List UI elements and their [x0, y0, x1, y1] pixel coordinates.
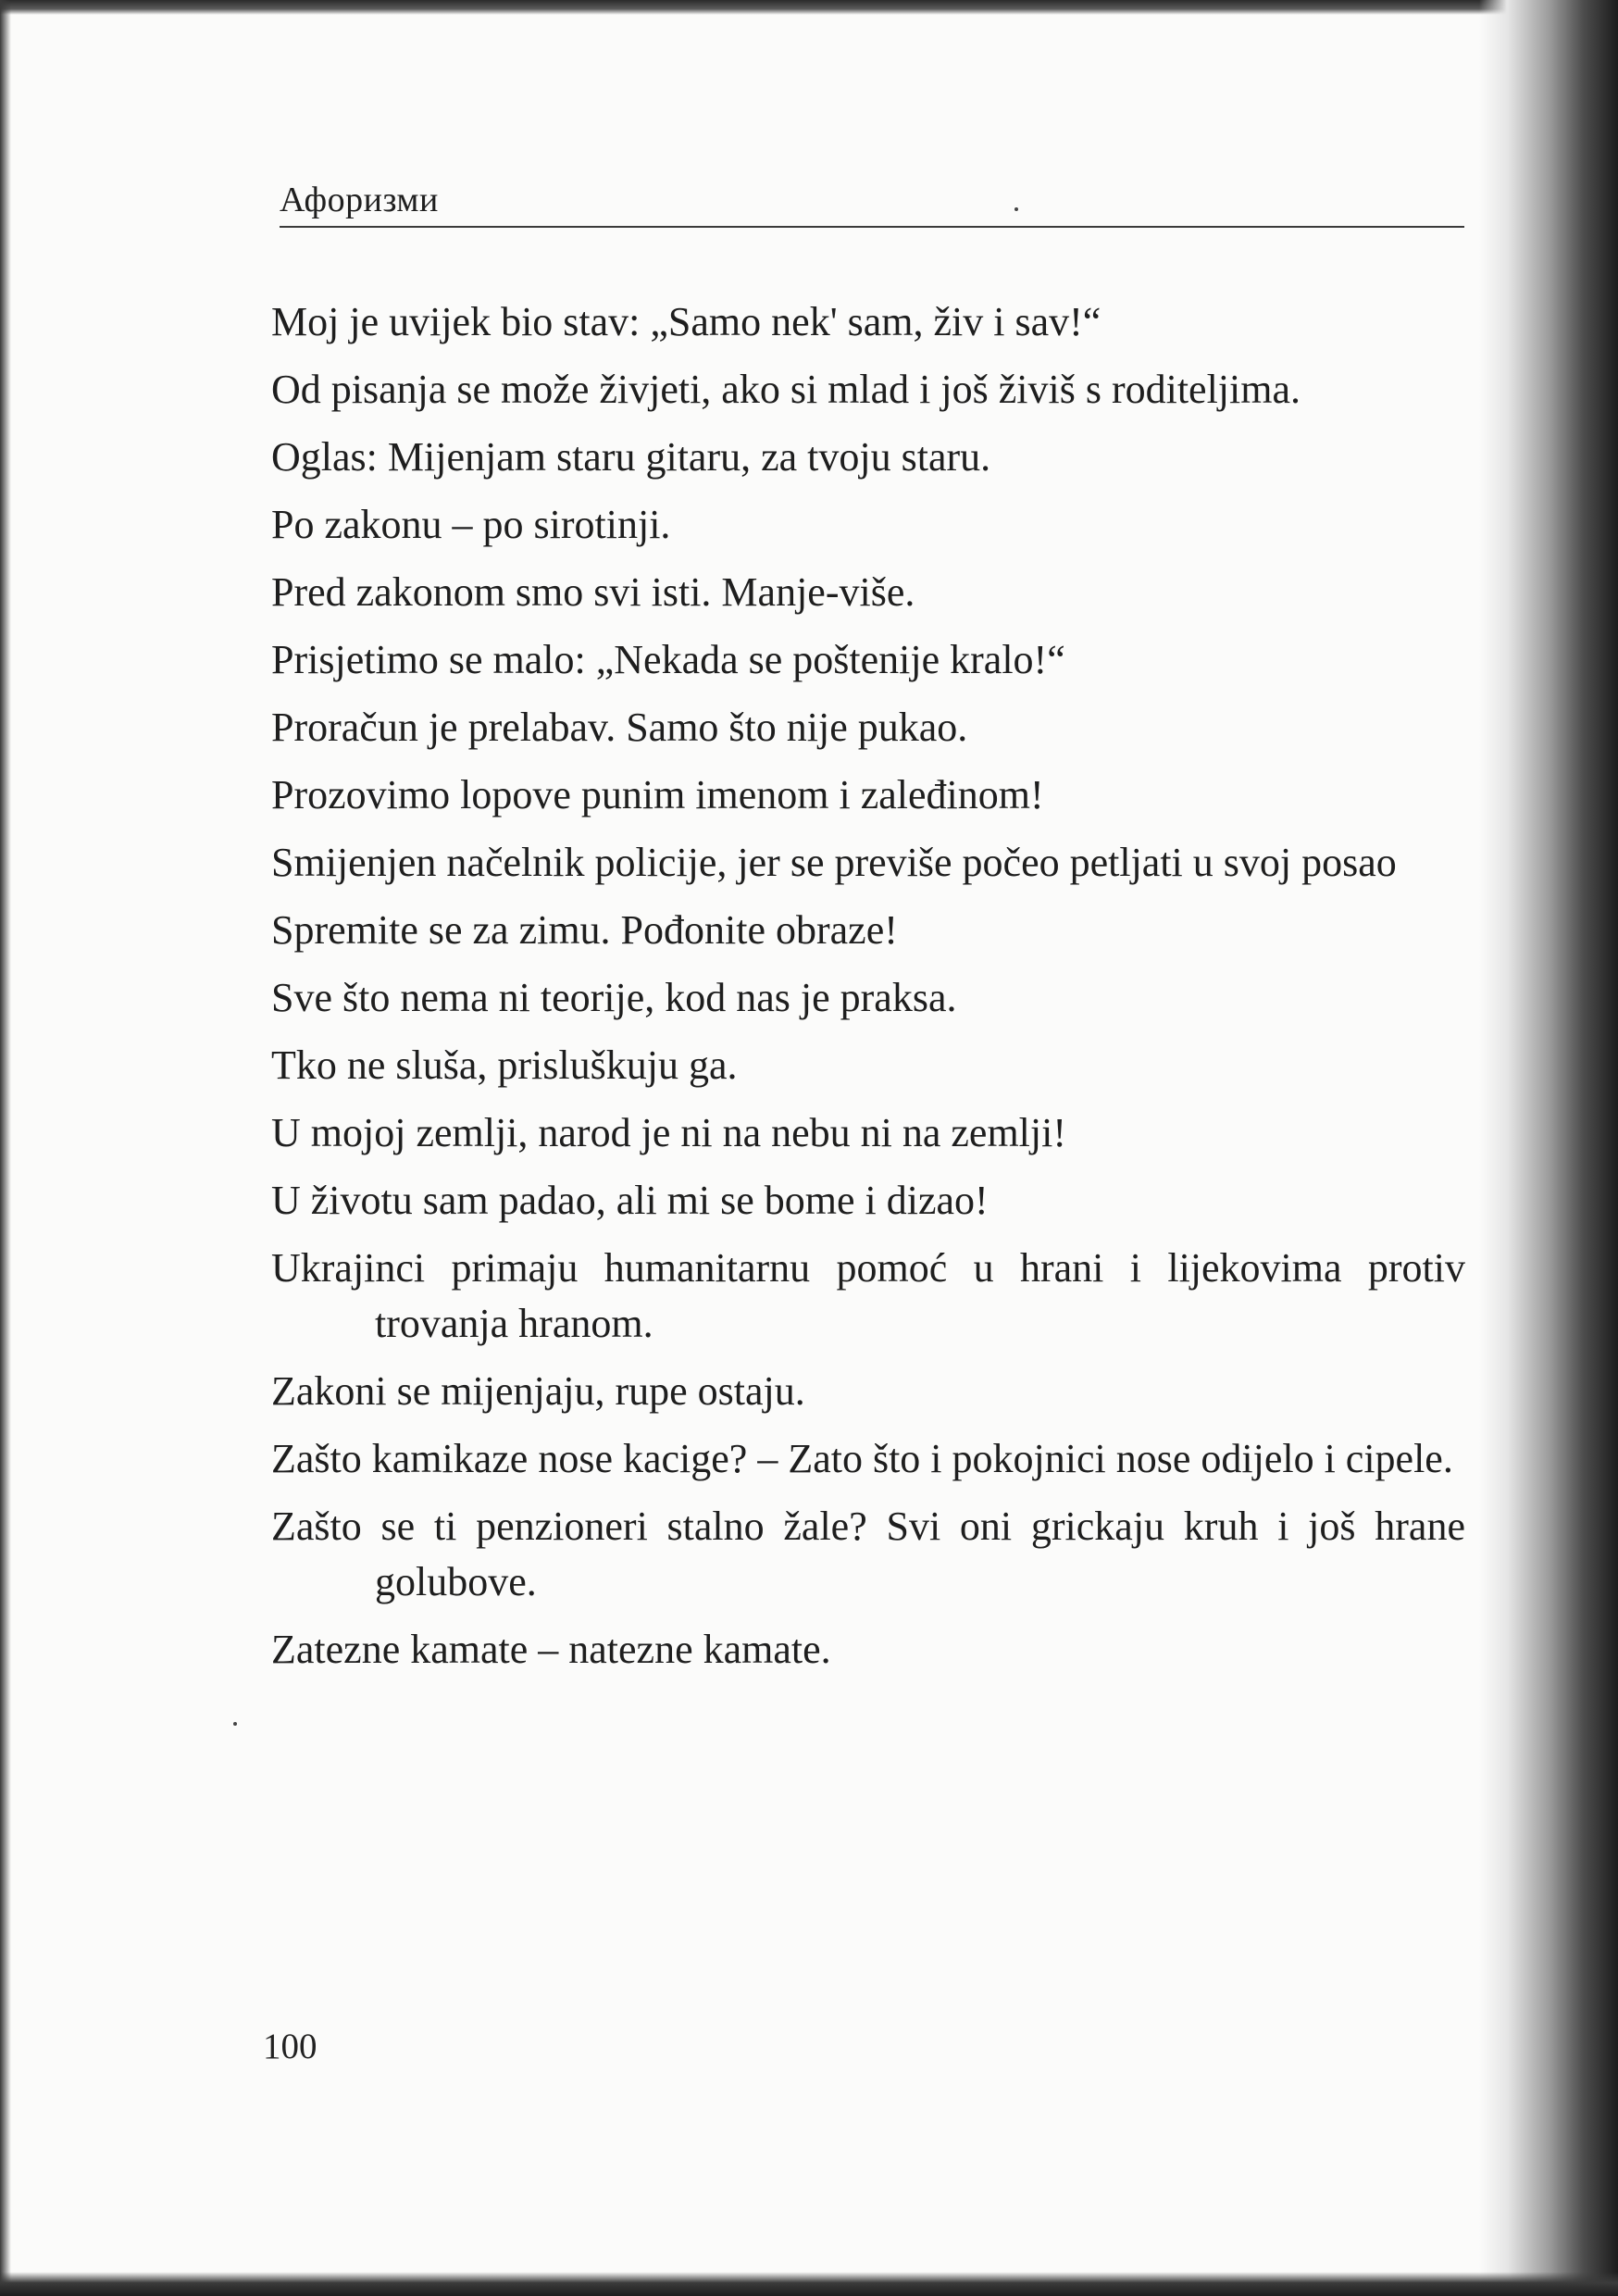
aphorism-item: Prisjetimo se malo: „Nekada se poštenije kralo!“ — [271, 637, 1065, 682]
aphorism-item: Od pisanja se može živjeti, ako si mlad i još živiš s roditeljima. — [271, 367, 1301, 412]
scan-edge-top — [0, 0, 1618, 15]
aphorism-item: Smijenjen načelnik policije, jer se previše počeo petljati u svoj posao — [271, 840, 1397, 885]
aphorism-item: Zatezne kamate – natezne kamate. — [271, 1627, 831, 1672]
aphorism-item: U mojoj zemlji, narod je ni na nebu ni na zemlji! — [271, 1110, 1066, 1155]
book-spine-shadow — [1479, 0, 1618, 2296]
scan-edge-left — [0, 0, 11, 2296]
running-head-title: Афоризми — [280, 181, 439, 219]
aphorism-item: Pred zakonom smo svi isti. Manje-više. — [271, 569, 915, 615]
aphorism-item: U životu sam padao, ali mi se bome i dizao! — [271, 1178, 989, 1223]
aphorism-item: Moj je uvijek bio stav: „Samo nek' sam, živ i sav!“ — [271, 299, 1101, 344]
scan-speck — [233, 1722, 237, 1726]
aphorism-item: Prozovimo lopove punim imenom i zaleđinom! — [271, 772, 1044, 817]
aphorism-item: Zašto kamikaze nose kacige? – Zato što i pokojnici nose odijelo i cipele. — [271, 1436, 1453, 1481]
aphorism-item: Sve što nema ni teorije, kod nas je praksa. — [271, 975, 957, 1020]
aphorism-item: Oglas: Mijenjam staru gitaru, za tvoju staru. — [271, 434, 991, 480]
scan-speck — [1014, 207, 1018, 211]
aphorism-item: Zašto se ti penzioneri stalno žale? Svi oni grickaju kruh i još hrane golubove. — [271, 1504, 1465, 1604]
running-head — [280, 180, 1464, 226]
aphorism-item: Ukrajinci primaju humanitarnu pomoć u hrani i lijekovima protiv trovanja hranom. — [271, 1245, 1465, 1346]
aphorism-item: Po zakonu – po sirotinji. — [271, 502, 671, 547]
aphorism-item: Zakoni se mijenjaju, rupe ostaju. — [271, 1368, 805, 1414]
aphorism-item: Spremite se za zimu. Pođonite obraze! — [271, 907, 898, 953]
running-head-rule — [280, 226, 1464, 228]
scan-edge-bottom — [0, 2272, 1618, 2296]
aphorism-item: Proračun je prelabav. Samo što nije pukao. — [271, 705, 968, 750]
aphorism-list — [271, 294, 1465, 1690]
aphorism-item: Tko ne sluša, prisluškuju ga. — [271, 1042, 738, 1088]
page-number: 100 — [263, 2027, 317, 2066]
